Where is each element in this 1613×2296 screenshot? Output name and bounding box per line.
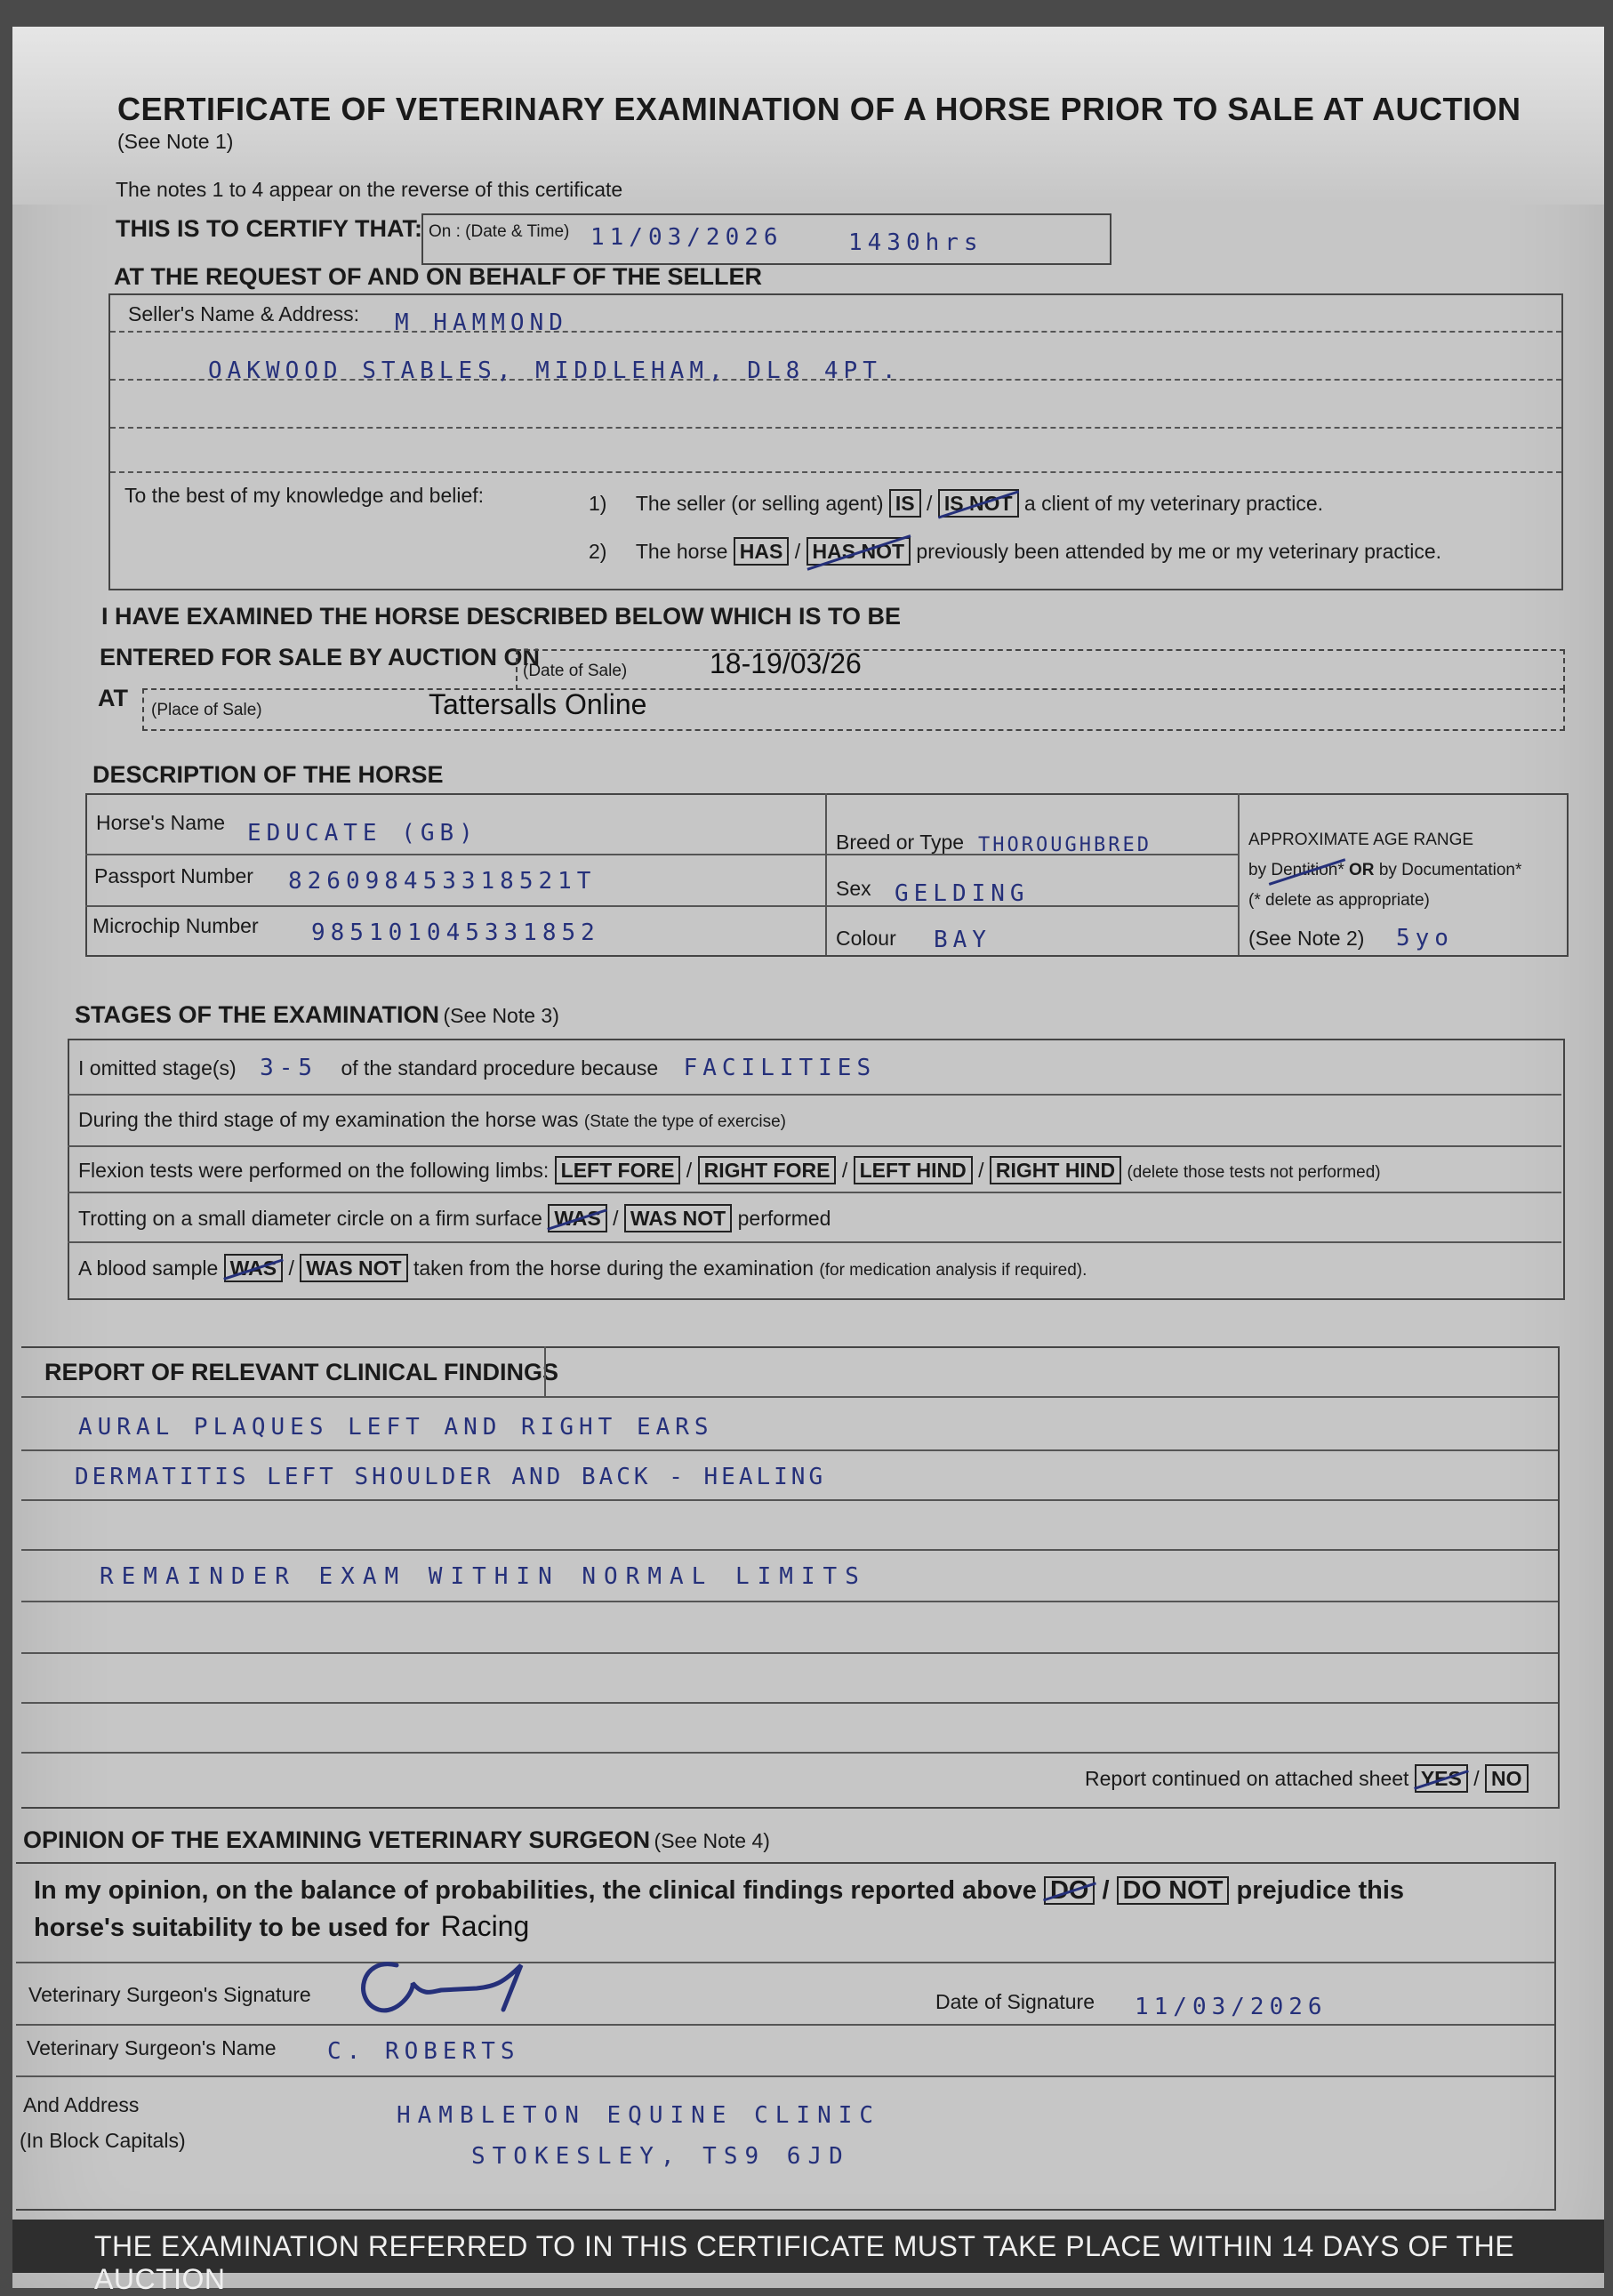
opinion-do-not-option[interactable]: DO NOT [1117, 1876, 1230, 1905]
third-stage-label: During the third stage of my examination the horse was [78, 1108, 579, 1131]
trotting-was-not-option[interactable]: WAS NOT [624, 1204, 732, 1232]
continued-no-option[interactable]: NO [1485, 1764, 1529, 1793]
opinion-do-option[interactable]: DO [1044, 1876, 1095, 1905]
seller-is-not-option[interactable]: IS NOT [938, 489, 1019, 518]
seller-name-label: Seller's Name & Address: [128, 302, 360, 325]
opinion-line [16, 1962, 1554, 1963]
seller-name: M HAMMOND [395, 309, 568, 336]
continued-row: Report continued on attached sheet YES / NO [1085, 1764, 1529, 1793]
description-heading: DESCRIPTION OF THE HORSE [92, 761, 444, 788]
omitted-row [78, 1055, 876, 1081]
opinion-heading-text: OPINION OF THE EXAMINING VETERINARY SURGEON [23, 1826, 651, 1853]
age-documentation-option[interactable]: by Documentation* [1378, 861, 1522, 879]
stages-heading-text: STAGES OF THE EXAMINATION [75, 1001, 440, 1028]
age-by: by [1248, 861, 1267, 879]
description-divider [1238, 793, 1240, 955]
seller-line [110, 331, 1561, 333]
statement-1-suffix: a client of my veterinary practice. [1023, 492, 1324, 515]
age-value: 5yo [1396, 925, 1454, 951]
age-note: (See Note 2) [1248, 927, 1365, 950]
findings-line [21, 1449, 1558, 1451]
findings-heading-divider [544, 1346, 546, 1396]
right-fore-option[interactable]: RIGHT FORE [698, 1156, 837, 1184]
horse-has-not-option[interactable]: HAS NOT [806, 537, 911, 566]
sale-date-box [516, 649, 1565, 690]
opinion-text-1: In my opinion, on the balance of probabilities, the clinical findings reported above [34, 1876, 1037, 1905]
exam-time: 1430hrs [848, 229, 983, 256]
finding-line-2: DERMATITIS LEFT SHOULDER AND BACK - HEALING [75, 1464, 827, 1490]
trotting-was-option[interactable]: WAS [548, 1204, 606, 1232]
blood-row: A blood sample WAS / WAS NOT taken from the horse during the examination (for medication analysis if required). [78, 1254, 1087, 1282]
statement-1-number: 1) [589, 492, 607, 515]
on-date-time-label: On : (Date & Time) [429, 222, 570, 241]
statement-1: 1) The seller (or selling agent) IS / IS NOT a client of my veterinary practice. [589, 489, 1323, 518]
right-hind-option[interactable]: RIGHT HIND [990, 1156, 1121, 1184]
findings-line [21, 1499, 1558, 1501]
opinion-heading [23, 1826, 770, 1854]
vet-address-note: (In Block Capitals) [20, 2129, 186, 2152]
breed-value: THOROUGHBRED [978, 834, 1152, 856]
age-dentition-option[interactable]: Dentition* [1271, 861, 1344, 879]
continued-label: Report continued on attached sheet [1085, 1767, 1409, 1790]
vet-name-label: Veterinary Surgeon's Name [27, 2036, 277, 2059]
statement-2-number: 2) [589, 540, 607, 563]
seller-is-option[interactable]: IS [889, 489, 921, 518]
notes-text: The notes 1 to 4 appear on the reverse of this certificate [116, 178, 623, 201]
horse-name-label: Horse's Name [96, 811, 225, 834]
opinion-line [16, 2024, 1554, 2026]
findings-heading: REPORT OF RELEVANT CLINICAL FINDINGS [44, 1359, 559, 1385]
at-label: AT [98, 685, 128, 711]
findings-line [21, 1396, 1558, 1398]
stages-row-line [68, 1145, 1561, 1147]
sale-place: Tattersalls Online [429, 688, 647, 720]
sex-value: GELDING [895, 880, 1030, 907]
blood-was-option[interactable]: WAS [224, 1254, 283, 1282]
performed-label: performed [737, 1207, 831, 1230]
opinion-line [16, 2075, 1554, 2077]
trotting-row: Trotting on a small diameter circle on a firm surface WAS / WAS NOT performed [78, 1204, 831, 1232]
because-label: of the standard procedure because [341, 1056, 659, 1080]
left-fore-option[interactable]: LEFT FORE [555, 1156, 681, 1184]
vet-address-line-1: HAMBLETON EQUINE CLINIC [397, 2102, 881, 2129]
left-hind-option[interactable]: LEFT HIND [854, 1156, 973, 1184]
findings-line [21, 1549, 1558, 1551]
signature-label: Veterinary Surgeon's Signature [28, 1983, 311, 2006]
signature-date: 11/03/2026 [1135, 1994, 1328, 2020]
statement-1-text: The seller (or selling agent) [635, 492, 884, 515]
exam-date: 11/03/2026 [590, 224, 783, 251]
seller-line [110, 427, 1561, 429]
stages-heading-note: (See Note 3) [443, 1004, 559, 1027]
because-value: FACILITIES [683, 1055, 877, 1081]
horse-has-option[interactable]: HAS [734, 537, 790, 566]
opinion-sentence: In my opinion, on the balance of probabilities, the clinical findings reported above DO / DO NOT prejudice this [34, 1876, 1405, 1905]
request-label: AT THE REQUEST OF AND ON BEHALF OF THE SELLER [114, 263, 762, 290]
age-delete-note: (* delete as appropriate) [1248, 891, 1430, 910]
continued-yes-option[interactable]: YES [1415, 1764, 1468, 1793]
omitted-label: I omitted stage(s) [78, 1056, 237, 1080]
signature-date-label: Date of Signature [935, 1990, 1095, 2013]
microchip-label: Microchip Number [92, 914, 259, 937]
sex-label: Sex [836, 877, 871, 900]
findings-line [21, 1752, 1558, 1754]
flexion-label: Flexion tests were performed on the following limbs: [78, 1159, 550, 1182]
vet-address-line-2: STOKESLEY, TS9 6JD [471, 2143, 850, 2170]
opinion-heading-note: (See Note 4) [654, 1829, 770, 1852]
stages-row-line [68, 1241, 1561, 1243]
stages-heading [75, 1001, 559, 1029]
opinion-use-row [34, 1910, 529, 1943]
omitted-value: 3-5 [260, 1055, 318, 1081]
opinion-text-3: horse's suitability to be used for [34, 1914, 430, 1942]
statement-2-suffix: previously been attended by me or my veterinary practice. [916, 540, 1442, 563]
certificate-title: CERTIFICATE OF VETERINARY EXAMINATION OF A HORSE PRIOR TO SALE AT AUCTION [117, 91, 1521, 127]
seller-line [110, 471, 1561, 473]
passport-label: Passport Number [94, 864, 253, 887]
certificate-sheet [12, 27, 1604, 2295]
opinion-use-value: Racing [440, 1910, 530, 1942]
entered-label: ENTERED FOR SALE BY AUCTION ON [100, 644, 541, 670]
description-row-line [85, 905, 1238, 907]
vet-address-label: And Address [23, 2093, 140, 2116]
blood-note: (for medication analysis if required). [819, 1261, 1087, 1280]
flexion-note: (delete those tests not performed) [1127, 1163, 1381, 1182]
trotting-label: Trotting on a small diameter circle on a firm surface [78, 1207, 542, 1230]
vet-name: C. ROBERTS [327, 2038, 520, 2065]
blood-label: A blood sample [78, 1256, 219, 1280]
findings-line [21, 1601, 1558, 1602]
colour-label: Colour [836, 927, 896, 950]
horse-name: EDUCATE (GB) [247, 820, 478, 847]
colour-value: BAY [934, 927, 991, 953]
sale-place-box [142, 688, 1565, 731]
certify-label: THIS IS TO CERTIFY THAT: [116, 215, 423, 242]
sale-date-label: (Date of Sale) [523, 662, 628, 680]
footer-banner [12, 2220, 1604, 2295]
sale-date: 18-19/03/26 [710, 647, 862, 679]
opinion-text-2: prejudice this [1236, 1876, 1405, 1905]
sale-place-label: (Place of Sale) [151, 701, 262, 719]
blood-was-not-option[interactable]: WAS NOT [300, 1254, 407, 1282]
age-or: OR [1349, 861, 1375, 879]
stages-row-line [68, 1094, 1561, 1096]
signature-mark [343, 1947, 574, 2019]
examined-label: I HAVE EXAMINED THE HORSE DESCRIBED BELOW WHICH IS TO BE [101, 603, 902, 630]
breed-label: Breed or Type [836, 831, 965, 854]
footer-text: THE EXAMINATION REFERRED TO IN THIS CERTIFICATE MUST TAKE PLACE WITHIN 14 DAYS OF THE AUCTION [94, 2230, 1515, 2295]
statement-2: 2) The horse HAS / HAS NOT previously been attended by me or my veterinary practice. [589, 537, 1441, 566]
flexion-row: Flexion tests were performed on the following limbs: LEFT FORE / RIGHT FORE / LEFT HIND / RIGHT HIND (delete those tests not performed) [78, 1156, 1381, 1184]
blood-suffix: taken from the horse during the examination [413, 1256, 815, 1280]
third-stage-note: (State the type of exercise) [583, 1112, 786, 1131]
passport-number: 826098453318521T [288, 868, 597, 895]
third-stage-row [78, 1108, 786, 1132]
finding-line-3: REMAINDER EXAM WITHIN NORMAL LIMITS [100, 1563, 867, 1590]
age-heading: APPROXIMATE AGE RANGE [1248, 831, 1474, 849]
description-divider [825, 793, 827, 955]
statement-2-text: The horse [635, 540, 728, 563]
stages-row-line [68, 1192, 1561, 1193]
finding-line-1: AURAL PLAQUES LEFT AND RIGHT EARS [78, 1414, 714, 1441]
age-method [1248, 861, 1521, 880]
title-note: (See Note 1) [117, 130, 234, 153]
findings-line [21, 1702, 1558, 1704]
microchip-number: 985101045331852 [311, 919, 600, 946]
seller-address: OAKWOOD STABLES, MIDDLEHAM, DL8 4PT. [208, 357, 902, 384]
findings-line [21, 1652, 1558, 1654]
knowledge-label: To the best of my knowledge and belief: [124, 484, 485, 507]
